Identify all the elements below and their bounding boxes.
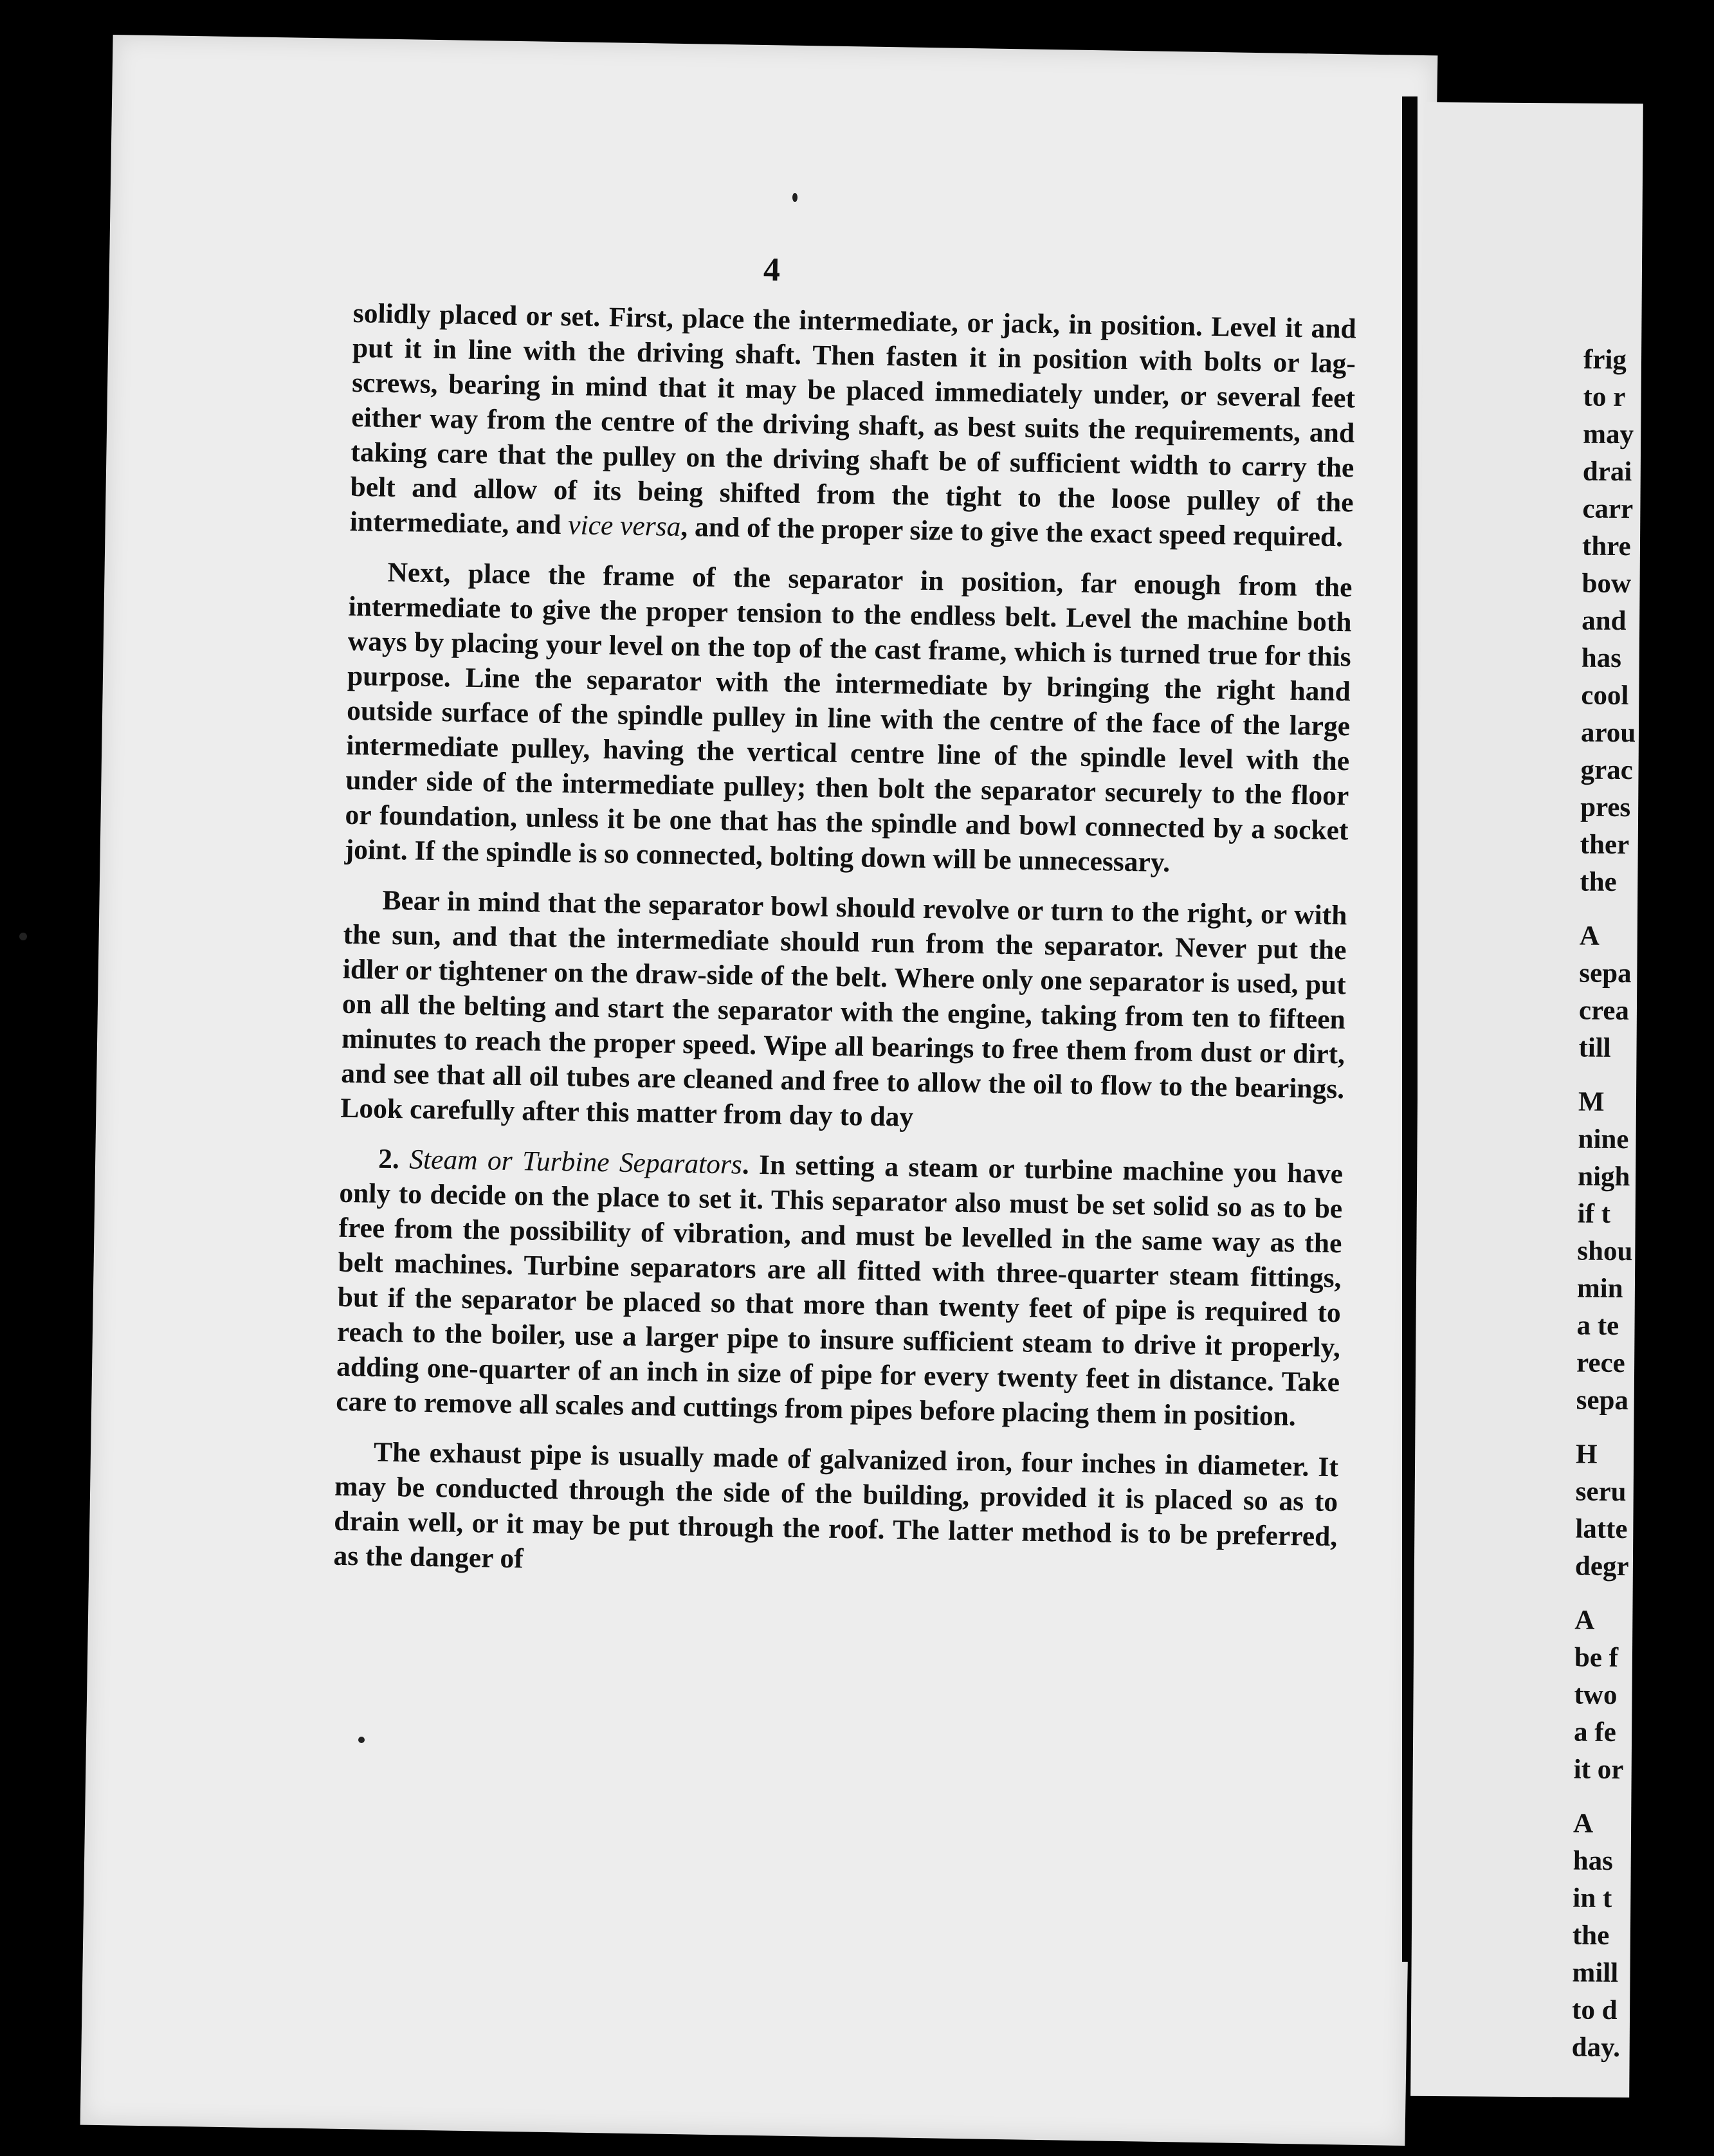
- facing-page-line: rece: [1576, 1348, 1625, 1379]
- facing-page-line: nine: [1578, 1124, 1629, 1155]
- facing-page-line: a fe: [1573, 1717, 1616, 1748]
- facing-page-line: frig: [1583, 344, 1627, 376]
- facing-page-line: arou: [1580, 717, 1636, 749]
- facing-page-line: ther: [1580, 829, 1630, 861]
- paragraph-text: solidly placed or set. First, place the intermediate, or jack, in position. Level it and put it in line with the driving shaft. Then fasten it in position with bolts or lag-screws, bearing in mind that it may be placed immediately under, or several feet either way from the centre of the driving shaft, as best suits the requirements, and taking care that the pulley on the driving shaft be of sufficient width to carry the belt and allow of its being shifted from the tight to the loose pulley of the intermediate, and: [349, 297, 1357, 541]
- facing-page-line: has: [1581, 643, 1622, 674]
- facing-page-line: a te: [1576, 1310, 1619, 1342]
- facing-page-gap: [1575, 1585, 1704, 1603]
- facing-page-line: it or: [1573, 1754, 1624, 1786]
- paragraph-continuation: [349, 296, 1356, 554]
- facing-page-line: A: [1579, 920, 1600, 951]
- section-heading: Steam or Turbine Separators: [408, 1144, 743, 1180]
- paragraph-bowl-rotation: Bear in mind that the separator bowl should revolve or turn to the right, or with the sun, and that the intermediate should run from the separator. Never put the idler or tightener on the draw-side of the belt. Where only one separator is used, put on all the belting and start the separator with the engine, taking from ten to fifteen minutes to reach the proper speed. Wipe all bearings to free them from dust or dirt, and see that all oil tubes are cleaned and free to allow the oil to flow to the bearings. Look carefully after this matter from day to day: [340, 884, 1347, 1133]
- paragraph-steam-separators: [336, 1141, 1344, 1434]
- paragraph-text: . In setting a steam or turbine machine you have only to decide on the place to set it. This separator also must be set solid so as to be free from the possibility of vibration, and must be levelled in the same way as the belt machines. Turbine separators are all fitted with three-quarter steam fittings, but if the separator be placed so that more than twenty feet of pipe is required to reach to the boiler, use a larger pipe to insure sufficient steam to drive it properly, adding one-quarter of an inch in size of pipe for every twenty feet in distance. Take care to remove all scales and cuttings from pipes before placing them in position.: [335, 1149, 1344, 1432]
- facing-page-gap: [1573, 1789, 1702, 1806]
- facing-page-line: grac: [1580, 754, 1633, 786]
- facing-page-line: latte: [1575, 1513, 1628, 1545]
- facing-page-line: the: [1572, 1920, 1610, 1951]
- page-number: 4: [763, 251, 781, 289]
- section-number: 2.: [378, 1143, 410, 1175]
- facing-page-line: A: [1574, 1605, 1595, 1636]
- facing-page-line: has: [1573, 1845, 1614, 1876]
- scan-speck: [358, 1737, 365, 1743]
- paragraph-frame-placement: Next, place the frame of the separator in position, far enough from the intermediate to give the proper tension to the endless belt. Level the machine both ways by placing your level on the top of the cast frame, which is turned true for this purpose. Line the separator with the intermediate by bringing the right hand outside surface of the spindle pulley in line with the centre of the face of the large intermediate pulley, having the vertical centre line of the spindle level with the under side of the intermediate pulley; then bolt the separator securely to the floor or foundation, unless it be one that has the spindle and bowl connected by a socket joint. If the spindle is so connected, bolting down will be unnecessary.: [344, 556, 1353, 878]
- page-body: [333, 296, 1356, 1604]
- facing-page-line: seru: [1575, 1476, 1627, 1508]
- facing-page-line: A: [1573, 1808, 1594, 1839]
- facing-page-line: and: [1582, 605, 1627, 637]
- facing-page-line: day.: [1571, 2032, 1621, 2063]
- facing-page-gap: [1576, 1420, 1704, 1437]
- facing-page: [1410, 102, 1643, 2097]
- paragraph-italic: vice versa: [567, 509, 681, 542]
- facing-page-line: drai: [1582, 456, 1632, 488]
- facing-page-line: if t: [1577, 1198, 1611, 1229]
- facing-page-line: sepa: [1576, 1385, 1629, 1416]
- facing-page-line: thre: [1582, 531, 1631, 562]
- facing-page-line: two: [1574, 1679, 1618, 1711]
- facing-page-line: crea: [1578, 995, 1630, 1027]
- facing-page-line: cool: [1581, 680, 1629, 711]
- paragraph-text-after: , and of the proper size to give the exact speed required.: [680, 511, 1344, 553]
- left-page: [80, 35, 1438, 2146]
- facing-page-line: bow: [1582, 568, 1632, 599]
- facing-page-line: shou: [1577, 1236, 1633, 1267]
- facing-page-line: to d: [1571, 1995, 1618, 2026]
- facing-page-line: carr: [1582, 493, 1634, 525]
- facing-page-line: nigh: [1578, 1161, 1630, 1192]
- facing-page-line: M: [1578, 1086, 1605, 1117]
- facing-page-line: sepa: [1579, 958, 1632, 989]
- facing-page-text: [1572, 342, 1713, 2067]
- facing-page-line: be f: [1574, 1642, 1619, 1674]
- facing-page-line: mill: [1572, 1957, 1619, 1989]
- facing-page-line: till: [1578, 1032, 1611, 1063]
- facing-page-line: min: [1576, 1273, 1623, 1304]
- facing-page-line: H: [1575, 1439, 1598, 1470]
- paragraph-exhaust-pipe: The exhaust pipe is usually made of galvanized iron, four inches in diameter. It may be conducted through the side of the building, provided it is placed so as to drain well, or it may be put through the roof. The latter method is to be preferred, as the danger of: [333, 1436, 1339, 1575]
- facing-page-line: pres: [1580, 792, 1631, 823]
- facing-page-line: in t: [1573, 1883, 1612, 1914]
- facing-page-line: degr: [1574, 1551, 1629, 1582]
- facing-page-gap: [1578, 1067, 1707, 1084]
- scan-speck: [792, 193, 798, 202]
- scan-speck: [19, 933, 27, 940]
- facing-page-line: may: [1583, 419, 1634, 450]
- facing-page-gap: [1580, 901, 1708, 918]
- facing-page-line: the: [1580, 866, 1617, 897]
- facing-page-line: to r: [1583, 381, 1626, 413]
